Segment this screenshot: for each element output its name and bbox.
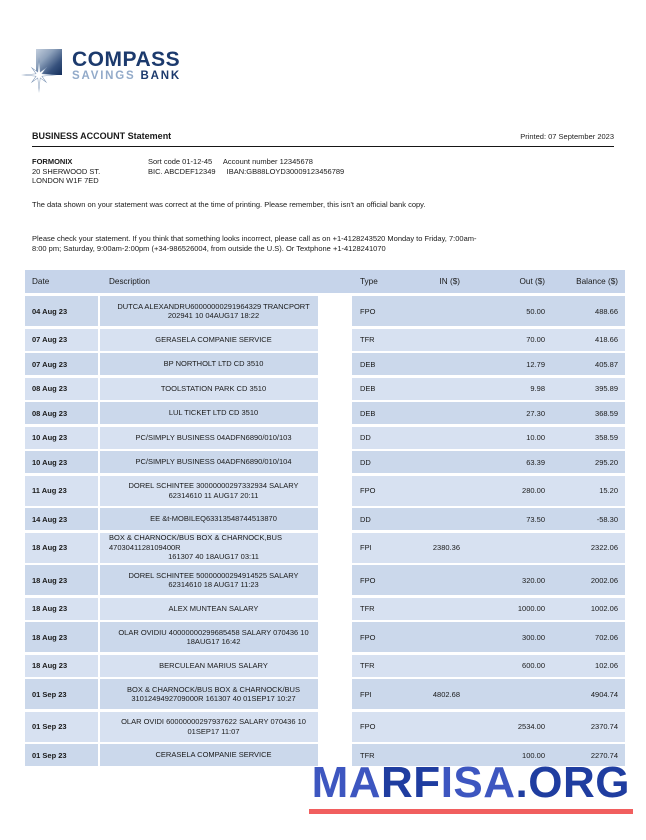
table-row: [25, 598, 625, 620]
cell-balance: -58.30: [596, 514, 618, 524]
cell-out: 9.98: [530, 384, 545, 393]
amount-block: [352, 533, 625, 563]
column-spacer: [318, 598, 352, 620]
table-row: [25, 533, 625, 563]
cell-date: 10 Aug 23: [25, 427, 98, 449]
cell-type: TFR: [360, 661, 375, 670]
cell-in: 4802.68: [432, 689, 460, 699]
description-line: 62314610 11 AUG17 20:11: [168, 490, 259, 500]
cell-description: [100, 655, 318, 677]
cell-type: DEB: [360, 384, 376, 393]
cell-description: [100, 353, 318, 375]
column-spacer: [318, 329, 352, 351]
description-line: PC/SIMPLY BUSINESS 04ADFN6890/010/104: [135, 457, 292, 467]
watermark-segment: ISA: [440, 758, 516, 807]
table-row: [25, 622, 625, 652]
amount-block: [352, 353, 625, 375]
column-spacer: [318, 427, 352, 449]
column-spacer: [318, 353, 352, 375]
cell-out: 300.00: [522, 632, 545, 642]
description-line: PC/SIMPLY BUSINESS 04ADFN6890/010/103: [135, 432, 292, 442]
cell-balance: 2270.74: [590, 750, 618, 760]
column-spacer: [318, 296, 352, 326]
description-line: 161307 40 18AUG17 03:11: [168, 552, 259, 562]
cell-description: [100, 402, 318, 424]
logo-sub-bank: BANK: [140, 70, 181, 82]
amount-block: [352, 476, 625, 506]
cell-date: 11 Aug 23: [25, 476, 98, 506]
column-spacer: [318, 402, 352, 424]
contact-text: [32, 234, 610, 253]
cell-description: [100, 451, 318, 473]
table-row: [25, 679, 625, 709]
cell-type: DD: [360, 514, 371, 524]
cell-type: TFR: [360, 335, 375, 344]
watermark-segment: .ORG: [515, 758, 630, 807]
table-row: [25, 451, 625, 473]
cell-description: [100, 508, 318, 530]
cell-date: 01 Sep 23: [25, 679, 98, 709]
amount-block: [352, 565, 625, 595]
cell-type: FPO: [360, 575, 376, 585]
description-line: DOREL SCHINTEE 50000000294914525 SALARY: [128, 570, 299, 580]
cell-date: 18 Aug 23: [25, 655, 98, 677]
description-line: BP NORTHOLT LTD CD 3510: [163, 359, 264, 369]
statement-title: BUSINESS ACCOUNT Statement: [32, 131, 172, 141]
cell-date: 08 Aug 23: [25, 378, 98, 400]
column-spacer: [318, 679, 352, 709]
site-watermark: [309, 760, 633, 814]
cell-description: [100, 565, 318, 595]
description-line: TOOLSTATION PARK CD 3510: [160, 383, 267, 393]
cell-balance: 488.66: [595, 306, 618, 316]
table-row: [25, 353, 625, 375]
cell-type: DD: [360, 433, 371, 442]
cell-date: 18 Aug 23: [25, 565, 98, 595]
table-row: [25, 476, 625, 506]
cell-type: FPO: [360, 306, 376, 316]
description-line: CERASELA COMPANIE SERVICE: [155, 750, 272, 760]
cell-date: 07 Aug 23: [25, 329, 98, 351]
table-row: [25, 402, 625, 424]
description-line: LUL TICKET LTD CD 3510: [168, 408, 259, 418]
cell-description: [100, 679, 318, 709]
amount-block: [352, 712, 625, 742]
cell-out: 10.00: [526, 433, 545, 442]
cell-balance: 358.59: [595, 433, 618, 442]
printed-date: Printed: 07 September 2023: [520, 132, 614, 141]
cell-out: 70.00: [526, 335, 545, 344]
cell-balance: 702.06: [595, 632, 618, 642]
cell-date: 07 Aug 23: [25, 353, 98, 375]
description-line: GERASELA COMPANIE SERVICE: [155, 334, 272, 344]
contact-line-2: 8:00 pm; Saturday, 9:00am-2:00pm (+34-986526004, from outside the U.S). Or Textphone +1-4128241070: [32, 243, 386, 253]
account-details-block: [148, 157, 344, 176]
column-spacer: [318, 508, 352, 530]
description-line: DOREL SCHINTEE 30000000297332934 SALARY: [128, 481, 299, 490]
cell-out: 1000.00: [517, 604, 545, 613]
cell-type: TFR: [360, 604, 375, 613]
account-number: Account number 12345678: [222, 157, 313, 166]
cell-type: DEB: [360, 359, 376, 369]
description-line: ALEX MUNTEAN SALARY: [168, 603, 259, 613]
cell-type: FPI: [360, 543, 372, 552]
column-header-description: Description: [109, 277, 150, 286]
amount-block: [352, 402, 625, 424]
description-line: BOX & CHARNOCK/BUS BOX & CHARNOCK,BUS 4703041128109400R: [109, 533, 282, 552]
table-header-row: [25, 270, 625, 293]
cell-date: 18 Aug 23: [25, 622, 98, 652]
table-row: [25, 655, 625, 677]
address-line-1: 20 SHERWOOD ST.: [32, 166, 101, 176]
cell-type: DD: [360, 457, 371, 467]
cell-description: [100, 622, 318, 652]
cell-balance: 368.59: [595, 408, 618, 418]
amount-block: [352, 655, 625, 677]
compass-star-icon: [25, 46, 69, 96]
cell-date: 18 Aug 23: [25, 598, 98, 620]
description-line: OLAR OVIDIU 40000000299685458 SALARY 070436 10: [118, 627, 309, 637]
bic: BIC. ABCDEF12349: [148, 166, 216, 176]
header-divider: [32, 146, 614, 147]
column-spacer: [318, 451, 352, 473]
description-line: 01SEP17 11:07: [187, 726, 240, 736]
table-row: [25, 712, 625, 742]
cell-out: 280.00: [522, 486, 545, 495]
cell-balance: 2002.06: [590, 575, 618, 585]
table-row: [25, 329, 625, 351]
cell-type: TFR: [360, 750, 375, 760]
cell-out: 63.39: [526, 457, 545, 467]
statement-header: [32, 131, 614, 141]
amount-block: [352, 378, 625, 400]
column-header-out: Out ($): [519, 277, 545, 286]
column-spacer: [318, 565, 352, 595]
cell-description: [100, 533, 318, 563]
cell-in: 2380.36: [432, 543, 460, 552]
table-row: [25, 296, 625, 326]
amount-block: [352, 427, 625, 449]
table-row: [25, 427, 625, 449]
cell-balance: 102.06: [595, 661, 618, 670]
cell-out: 100.00: [522, 750, 545, 760]
column-spacer: [318, 622, 352, 652]
disclaimer-text: The data shown on your statement was correct at the time of printing. Please remember, this isn't an official bank copy.: [32, 200, 426, 209]
description-line: DUTCA ALEXANDRU60000000291964329 TRANCPORT: [117, 301, 310, 311]
column-spacer: [318, 655, 352, 677]
column-header-balance: Balance ($): [576, 277, 618, 286]
amount-block: [352, 622, 625, 652]
description-line: BERCULEAN MARIUS SALARY: [159, 660, 268, 670]
column-header-in: IN ($): [439, 277, 460, 286]
cell-date: 10 Aug 23: [25, 451, 98, 473]
amount-block: [352, 451, 625, 473]
logo-sub-savings: SAVINGS: [72, 70, 136, 82]
contact-line-1: Please check your statement. If you think that something looks incorrect, please call as on +1-4128243520 Monday to Friday, 7:00am-: [32, 234, 477, 243]
cell-balance: 4904.74: [590, 689, 618, 699]
iban: IBAN:GB88LOYD30009123456789: [226, 166, 345, 176]
address-line-2: LONDON W1F 7ED: [32, 176, 99, 185]
amount-block: [352, 508, 625, 530]
amount-block: [352, 679, 625, 709]
column-spacer: [318, 378, 352, 400]
amount-block: [352, 296, 625, 326]
column-spacer: [318, 712, 352, 742]
logo-wordmark: [72, 50, 181, 82]
account-holder-name: FORMONIX: [32, 157, 73, 166]
cell-out: 320.00: [522, 575, 545, 585]
column-spacer: [318, 476, 352, 506]
logo-name: COMPASS: [72, 48, 181, 71]
cell-balance: 405.87: [595, 359, 618, 369]
description-line: BOX & CHARNOCK/BUS BOX & CHARNOCK/BUS: [127, 684, 300, 694]
cell-description: [100, 598, 318, 620]
cell-description: [100, 427, 318, 449]
cell-date: 18 Aug 23: [25, 533, 98, 563]
cell-balance: 418.66: [595, 335, 618, 344]
watermark-segment: RF: [381, 758, 441, 807]
cell-balance: 15.20: [599, 486, 618, 495]
cell-type: FPO: [360, 486, 376, 495]
cell-balance: 295.20: [595, 457, 618, 467]
cell-description: [100, 296, 318, 326]
cell-out: 50.00: [526, 306, 545, 316]
description-line: 3101249492709000R 161307 40 01SEP17 10:27: [131, 694, 296, 703]
cell-type: FPO: [360, 632, 376, 642]
cell-type: DEB: [360, 408, 376, 418]
description-line: EE &t-MOBILEQ63313548744513870: [150, 514, 277, 524]
amount-block: [352, 598, 625, 620]
cell-out: 73.50: [526, 514, 545, 524]
watermark-segment: MA: [311, 758, 382, 807]
cell-out: 27.30: [526, 408, 545, 418]
sort-code: Sort code 01-12-45: [148, 157, 213, 166]
cell-type: FPO: [360, 722, 376, 731]
cell-balance: 2322.06: [590, 543, 618, 552]
table-row: [25, 508, 625, 530]
cell-description: [100, 744, 318, 766]
cell-description: [100, 378, 318, 400]
cell-date: 14 Aug 23: [25, 508, 98, 530]
column-header-date: Date: [32, 277, 50, 286]
description-line: 62314610 18 AUG17 11:23: [168, 580, 259, 589]
account-holder-block: [32, 157, 100, 186]
transactions-table: [25, 270, 625, 769]
table-row: [25, 565, 625, 595]
cell-date: 01 Sep 23: [25, 712, 98, 742]
table-row: [25, 378, 625, 400]
cell-date: 01 Sep 23: [25, 744, 98, 766]
cell-date: 08 Aug 23: [25, 402, 98, 424]
cell-description: [100, 712, 318, 742]
column-header-type: Type: [360, 277, 378, 286]
description-line: OLAR OVIDI 60000000297937622 SALARY 070436 10: [121, 717, 306, 726]
cell-out: 2534.00: [517, 722, 545, 731]
amount-block: [352, 329, 625, 351]
description-line: 18AUG17 16:42: [186, 637, 241, 646]
cell-description: [100, 476, 318, 506]
table-body: [25, 296, 625, 766]
cell-out: 12.79: [526, 359, 545, 369]
cell-date: 04 Aug 23: [25, 296, 98, 326]
cell-out: 600.00: [522, 661, 545, 670]
compass-bank-logo: [25, 46, 181, 96]
description-line: 202941 10 04AUG17 18:22: [167, 311, 260, 320]
column-spacer: [318, 533, 352, 563]
cell-description: [100, 329, 318, 351]
cell-balance: 2370.74: [590, 722, 618, 731]
cell-balance: 1002.06: [590, 604, 618, 613]
cell-balance: 395.89: [595, 384, 618, 393]
cell-type: FPI: [360, 689, 372, 699]
